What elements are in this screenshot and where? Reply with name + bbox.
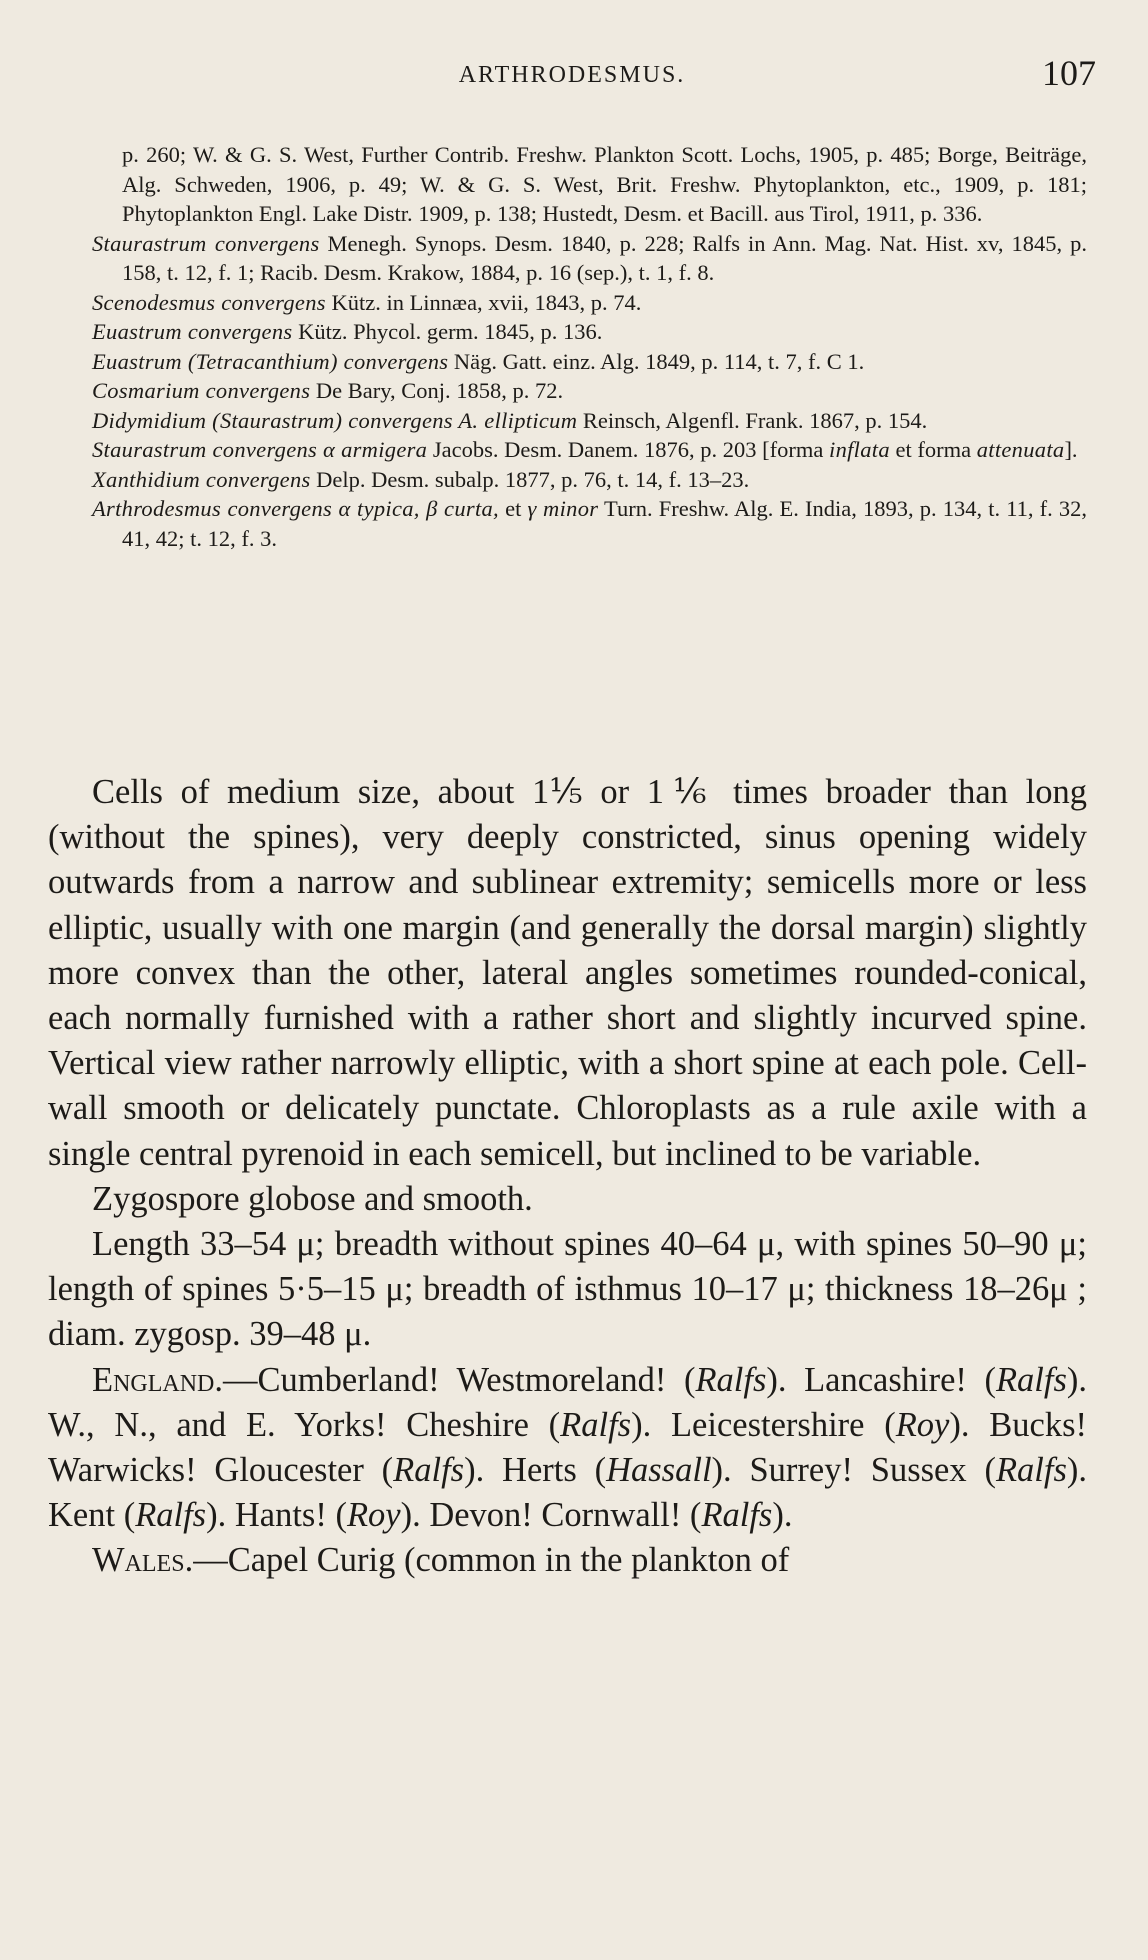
synonymy-entry bbox=[92, 140, 1087, 229]
text-run: Zygospore globose and smooth. bbox=[92, 1179, 533, 1218]
text-run: ). Hants! ( bbox=[206, 1496, 347, 1535]
text-run: .—Cumberland! Westmoreland! ( bbox=[214, 1360, 696, 1399]
page-number: 107 bbox=[1042, 53, 1096, 93]
italic-text: Ralfs bbox=[995, 1360, 1067, 1399]
text-run: Cells of medium size, about 1⅕ or 1⅙ times broader than long (without the spines), very deeply constricted, sinus opening widely outwards from a narrow and sublinear extremity; semicells more or less elliptic, usually with one margin (and generally the dorsal margin) slightly more convex than the other, lateral angles sometimes rounded-conical, each normally furnished with a rather short and slightly incurved spine. Vertical view rather narrowly elliptic, with a short spine at each pole. Cell-wall smooth or delicately punctate. Chloroplasts as a rule axile with a single central pyrenoid in each semicell, but inclined to be variable. bbox=[48, 773, 1087, 1173]
text-run: .—Capel Curig (common in the plankton of bbox=[184, 1541, 790, 1580]
italic-text: Ralfs bbox=[393, 1451, 465, 1490]
description-paragraph bbox=[48, 1538, 1087, 1583]
text-run: ). Leicestershire ( bbox=[631, 1405, 896, 1444]
italic-text: Staurastrum convergens α armigera bbox=[92, 437, 428, 462]
running-head: ARTHRODESMUS. bbox=[458, 62, 686, 88]
synonymy-entry bbox=[92, 229, 1087, 288]
text-run: ). Devon! Cornwall! ( bbox=[400, 1496, 702, 1535]
italic-text: attenuata bbox=[976, 437, 1065, 462]
italic-text: Euastrum convergens bbox=[92, 319, 293, 344]
italic-text: Ralfs bbox=[995, 1451, 1067, 1490]
italic-text: Ralfs bbox=[701, 1496, 773, 1535]
text-run: ). Kent ( bbox=[48, 1451, 1087, 1535]
italic-text: Roy bbox=[346, 1496, 401, 1535]
italic-text: Scenodesmus convergens bbox=[92, 289, 326, 315]
text-run: ). Surrey! Sussex ( bbox=[711, 1451, 996, 1490]
text-run: et bbox=[498, 496, 528, 521]
synonymy-entry bbox=[92, 347, 1087, 377]
text-run: Length 33–54 μ; breadth without spines 40–64 μ, with spines 50–90 μ; length of spines 5·5–15 μ; breadth of isthmus 10–17 μ; thickness 18–26μ ; diam. zygosp. 39–48 μ. bbox=[48, 1225, 1087, 1354]
italic-text: inflata bbox=[829, 437, 890, 462]
text-run: Turn. Freshw. Alg. E. India, 1893, p. 134, t. 11, f. 32, 41, 42; t. 12, f. 3. bbox=[122, 496, 1087, 551]
italic-text: Arthrodesmus convergens α typica, β curta, bbox=[92, 496, 499, 521]
text-run: De Bary, Conj. 1858, p. 72. bbox=[310, 378, 564, 403]
italic-text: Euastrum (Tetracanthium) convergens bbox=[92, 348, 449, 374]
synonymy-entry bbox=[92, 406, 1087, 436]
synonymy-entry bbox=[92, 376, 1087, 406]
italic-text: Roy bbox=[895, 1405, 950, 1444]
italic-text: Didymidium (Staurastrum) convergens A. ellipticum bbox=[92, 407, 578, 433]
text-run: Menegh. Synops. Desm. 1840, p. 228; Ralfs in Ann. Mag. Nat. Hist. xv, 1845, p. 158, t. 12, f. 1; Racib. Desm. Krakow, 1884, p. 16 (sep.), t. 1, f. 8. bbox=[122, 230, 1087, 285]
description-paragraph bbox=[48, 1358, 1087, 1539]
text-run: ). W., N., and E. Yorks! Cheshire ( bbox=[48, 1360, 1087, 1444]
italic-text: Ralfs bbox=[695, 1360, 767, 1399]
region-heading: England bbox=[92, 1360, 215, 1399]
text-run: Jacobs. Desm. Danem. 1876, p. 203 [forma bbox=[427, 437, 830, 462]
synonymy-entry bbox=[92, 494, 1087, 553]
text-run: ). Herts ( bbox=[464, 1451, 607, 1490]
description-paragraph bbox=[48, 1222, 1087, 1358]
synonymy-entry bbox=[92, 288, 1087, 318]
italic-text: Xanthidium convergens bbox=[92, 466, 311, 492]
description-paragraph bbox=[48, 770, 1087, 1177]
text-run: Delp. Desm. subalp. 1877, p. 76, t. 14, f. 13–23. bbox=[310, 466, 750, 492]
description-paragraph bbox=[48, 1177, 1087, 1222]
text-run: Kütz. Phycol. germ. 1845, p. 136. bbox=[292, 319, 603, 344]
text-run: Reinsch, Algenfl. Frank. 1867, p. 154. bbox=[577, 407, 928, 433]
text-run: Kütz. in Linnæa, xvii, 1843, p. 74. bbox=[325, 289, 642, 315]
text-run: ). bbox=[772, 1496, 793, 1535]
text-run: p. 260; W. & G. S. West, Further Contrib. Freshw. Plankton Scott. Lochs, 1905, p. 485; Borge, Beiträge, Alg. Schweden, 1906, p. 49; W. & G. S. West, Brit. Freshw. Phytoplankton, etc., 1909, p. 181; Phytoplankton Engl. Lake Distr. 1909, p. 138; Hustedt, Desm. et Bacill. aus Tirol, 1911, p. 336. bbox=[122, 142, 1087, 226]
page-header bbox=[48, 52, 1096, 102]
italic-text: Cosmarium convergens bbox=[92, 378, 311, 403]
italic-text: Ralfs bbox=[135, 1496, 207, 1535]
synonymy-entry bbox=[92, 317, 1087, 347]
species-description bbox=[48, 770, 1087, 1584]
text-run: Näg. Gatt. einz. Alg. 1849, p. 114, t. 7, f. C 1. bbox=[448, 348, 865, 374]
italic-text: γ minor bbox=[527, 496, 599, 521]
text-run: ). Lancashire! ( bbox=[766, 1360, 996, 1399]
synonymy-entry bbox=[92, 435, 1087, 465]
region-heading: Wales bbox=[92, 1541, 185, 1580]
italic-text: Hassall bbox=[606, 1451, 712, 1490]
text-run: ]. bbox=[1064, 437, 1078, 462]
synonymy-entry bbox=[92, 465, 1087, 495]
italic-text: Ralfs bbox=[560, 1405, 632, 1444]
text-run: et forma bbox=[889, 437, 977, 462]
text-run: ). Bucks! Warwicks! Gloucester ( bbox=[48, 1405, 1087, 1490]
synonymy-list bbox=[92, 140, 1087, 553]
italic-text: Staurastrum convergens bbox=[92, 230, 320, 256]
